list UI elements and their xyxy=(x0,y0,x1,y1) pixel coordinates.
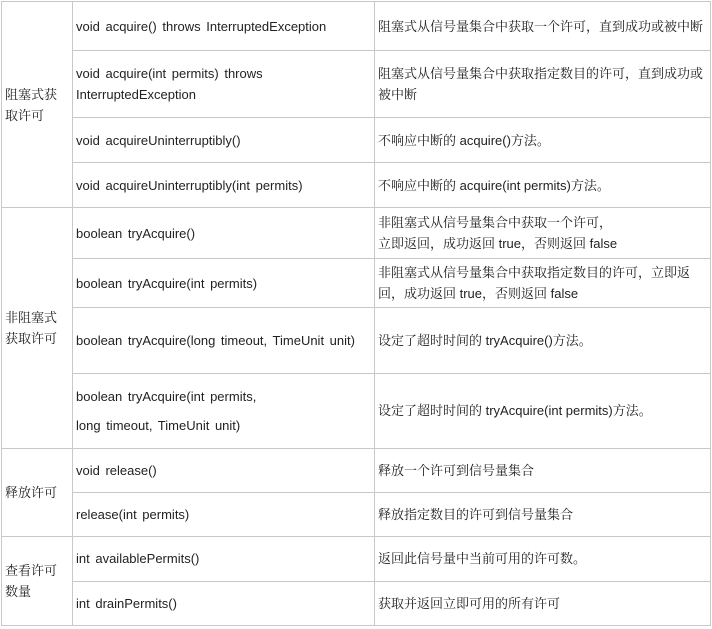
description-cell: 释放一个许可到信号量集合 xyxy=(375,448,711,492)
method-cell: boolean tryAcquire(int permits) xyxy=(73,259,375,308)
method-cell: int availablePermits() xyxy=(73,536,375,581)
method-cell: void acquire(int permits) throws InterruptedException xyxy=(73,51,375,118)
table-row xyxy=(2,581,711,625)
table-row xyxy=(2,51,711,118)
semaphore-methods-table xyxy=(1,1,711,626)
description-cell: 非阻塞式从信号量集合中获取一个许可， 立即返回，成功返回 true，否则返回 false xyxy=(375,208,711,259)
table-row xyxy=(2,259,711,308)
method-cell: int drainPermits() xyxy=(73,581,375,625)
description-cell: 释放指定数目的许可到信号量集合 xyxy=(375,492,711,536)
table-row xyxy=(2,308,711,373)
description-cell: 不响应中断的 acquire()方法。 xyxy=(375,118,711,163)
group-label-nonblocking: 非阻塞式获取许可 xyxy=(2,208,73,448)
group-label-release: 释放许可 xyxy=(2,448,73,536)
method-cell: void acquireUninterruptibly(int permits) xyxy=(73,163,375,208)
description-cell: 阻塞式从信号量集合中获取一个许可，直到成功或被中断 xyxy=(375,2,711,51)
table-row xyxy=(2,492,711,536)
table-row xyxy=(2,208,711,259)
table-row xyxy=(2,2,711,51)
description-cell: 设定了超时时间的 tryAcquire(int permits)方法。 xyxy=(375,373,711,448)
group-label-blocking: 阻塞式获取许可 xyxy=(2,2,73,208)
method-cell: release(int permits) xyxy=(73,492,375,536)
method-cell: boolean tryAcquire(int permits, long timeout, TimeUnit unit) xyxy=(73,373,375,448)
method-cell: void acquire() throws InterruptedException xyxy=(73,2,375,51)
table-row xyxy=(2,448,711,492)
table-row xyxy=(2,536,711,581)
description-cell: 设定了超时时间的 tryAcquire()方法。 xyxy=(375,308,711,373)
method-cell: void release() xyxy=(73,448,375,492)
description-cell: 获取并返回立即可用的所有许可 xyxy=(375,581,711,625)
table-row xyxy=(2,163,711,208)
group-label-query: 查看许可数量 xyxy=(2,536,73,625)
method-cell: boolean tryAcquire(long timeout, TimeUnit unit) xyxy=(73,308,375,373)
description-cell: 非阻塞式从信号量集合中获取指定数目的许可，立即返回，成功返回 true，否则返回 false xyxy=(375,259,711,308)
description-cell: 返回此信号量中当前可用的许可数。 xyxy=(375,536,711,581)
method-cell: void acquireUninterruptibly() xyxy=(73,118,375,163)
table-row xyxy=(2,373,711,448)
description-cell: 不响应中断的 acquire(int permits)方法。 xyxy=(375,163,711,208)
method-cell: boolean tryAcquire() xyxy=(73,208,375,259)
table-row xyxy=(2,118,711,163)
description-cell: 阻塞式从信号量集合中获取指定数目的许可，直到成功或被中断 xyxy=(375,51,711,118)
